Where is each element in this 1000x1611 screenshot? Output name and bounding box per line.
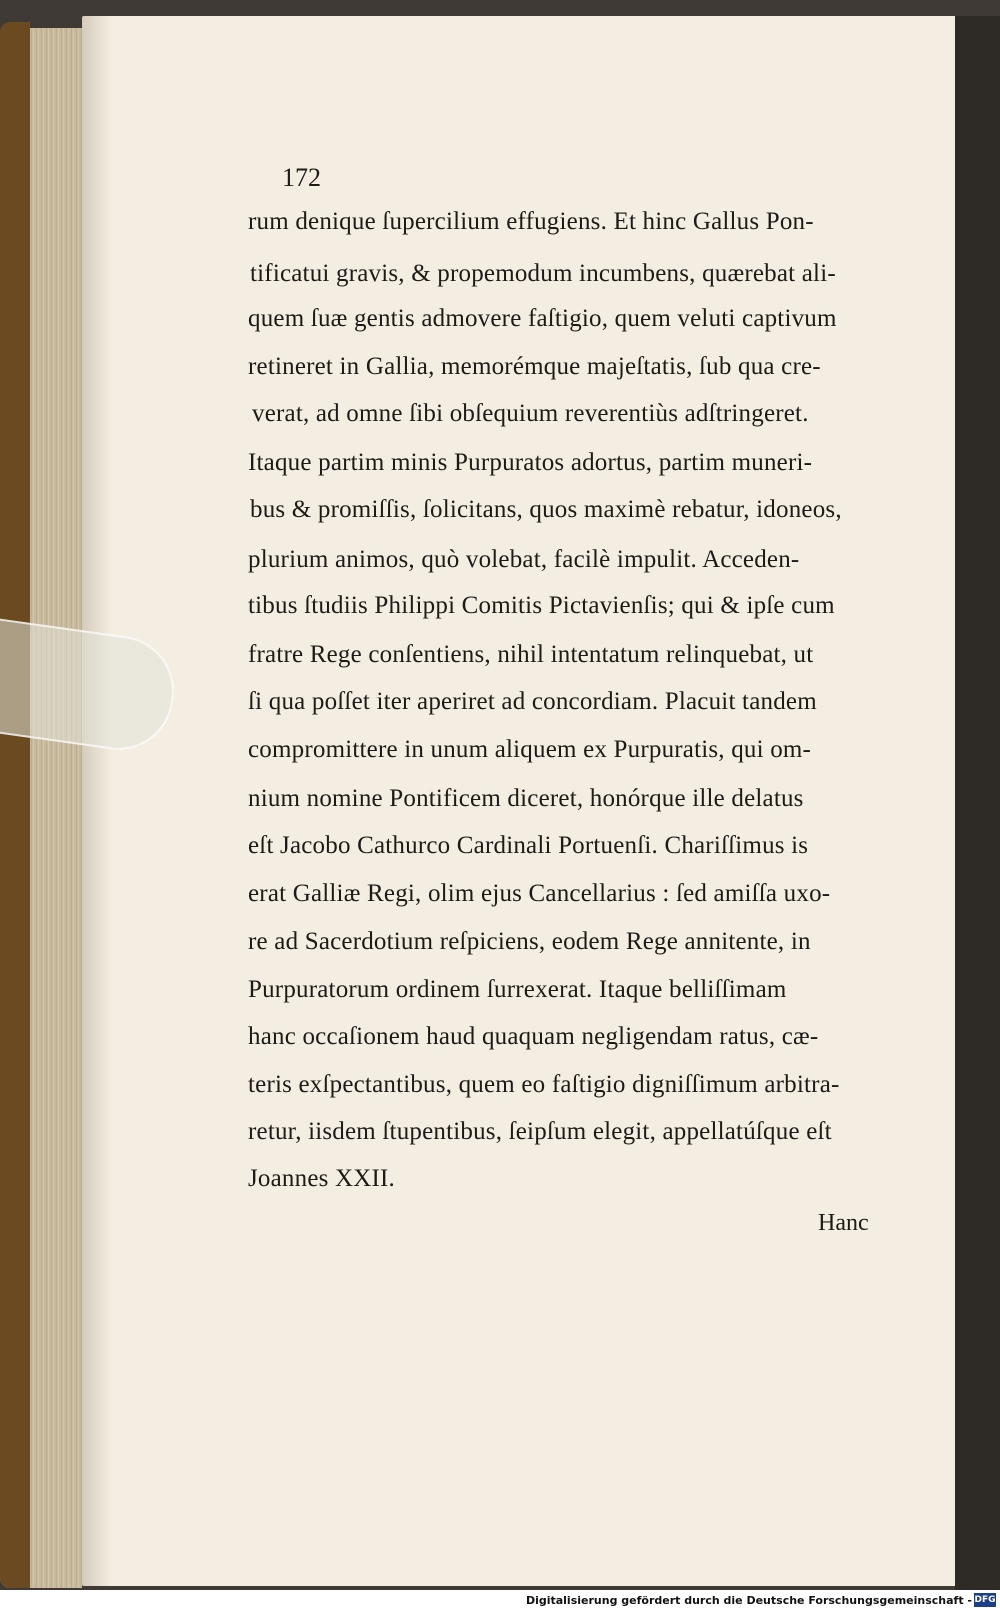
text-line: fratre Rege conſentiens, nihil intentatum relinquebat, ut: [248, 641, 814, 668]
page-number: 172: [282, 163, 321, 192]
catchword: Hanc: [818, 1210, 869, 1236]
text-line: plurium animos, quò volebat, facilè impulit. Acceden-: [248, 546, 800, 573]
text-line: ſi qua poſſet iter aperiret ad concordiam. Placuit tandem: [248, 688, 817, 715]
page-gutter: [82, 16, 112, 1586]
text-line: Joannes XXII.: [248, 1165, 396, 1192]
footer-bar: [0, 1590, 1000, 1611]
text-line: retineret in Gallia, memorémque majeſtatis, ſub qua cre-: [248, 353, 821, 380]
text-line: tificatui gravis, & propemodum incumbens, quærebat ali-: [250, 260, 836, 287]
text-line: bus & promiſſis, ſolicitans, quos maximè rebatur, idoneos,: [250, 496, 842, 523]
text-line: compromittere in unum aliquem ex Purpuratis, qui om-: [248, 736, 812, 763]
text-line: hanc occaſionem haud quaquam negligendam ratus, cæ-: [248, 1023, 819, 1050]
text-line: erat Galliæ Regi, olim ejus Cancellarius : ſed amiſſa uxo-: [248, 880, 831, 907]
text-line: teris exſpectantibus, quem eo faſtigio digniſſimum arbitra-: [248, 1071, 840, 1098]
text-line: retur, iisdem ſtupentibus, ſeipſum elegit, appellatúſque eſt: [248, 1118, 832, 1145]
footer-credit: Digitalisierung gefördert durch die Deutsche Forschungsgemeinschaft -: [525, 1594, 972, 1607]
text-line: tibus ſtudiis Philippi Comitis Pictavienſis; qui & ipſe cum: [248, 592, 835, 619]
text-line: Itaque partim minis Purpuratos adortus, partim muneri-: [248, 449, 813, 476]
book-edge: [0, 22, 30, 1588]
text-line: rum denique ſupercilium effugiens. Et hinc Gallus Pon-: [248, 208, 814, 235]
dfg-logo: DFG: [974, 1595, 996, 1605]
text-line: nium nomine Pontificem diceret, honórque ille delatus: [248, 785, 804, 812]
text-line: Purpuratorum ordinem ſurrexerat. Itaque belliſſimam: [248, 976, 787, 1003]
text-line: quem ſuæ gentis admovere faſtigio, quem veluti captivum: [248, 305, 837, 332]
text-line: verat, ad omne ſibi obſequium reverentiùs adſtringeret.: [252, 400, 809, 427]
text-line: re ad Sacerdotium reſpiciens, eodem Rege annitente, in: [248, 928, 811, 955]
text-line: eſt Jacobo Cathurco Cardinali Portuenſi. Chariſſimus is: [248, 832, 809, 859]
